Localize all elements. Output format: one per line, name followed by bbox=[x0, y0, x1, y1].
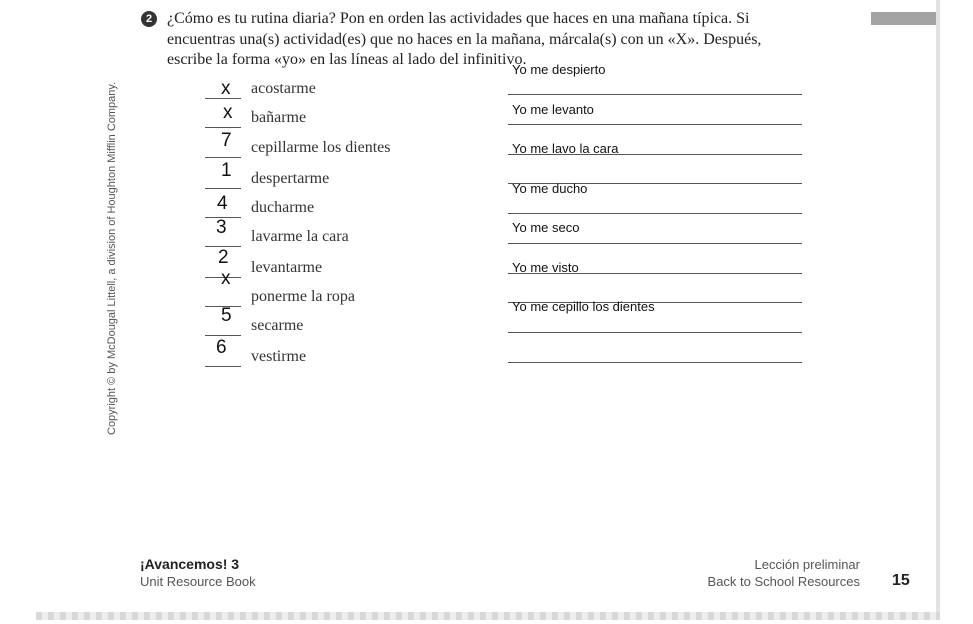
typed-answer: Yo me visto bbox=[512, 260, 579, 275]
typed-answer: Yo me levanto bbox=[512, 102, 594, 117]
answer-blank[interactable] bbox=[205, 98, 241, 99]
writing-line[interactable] bbox=[508, 362, 802, 363]
order-answer[interactable]: 1 bbox=[221, 160, 232, 181]
answer-blank[interactable] bbox=[205, 188, 241, 189]
book-title: ¡Avancemos! 3 bbox=[140, 556, 240, 572]
answer-blank[interactable] bbox=[205, 127, 241, 128]
page-bottom-edge bbox=[36, 612, 940, 620]
writing-line[interactable] bbox=[508, 213, 802, 214]
writing-line[interactable] bbox=[508, 94, 802, 95]
page-tab-marker bbox=[871, 12, 936, 25]
order-answer[interactable]: 5 bbox=[221, 305, 232, 326]
exercise-number-badge: 2 bbox=[141, 11, 157, 27]
order-answer[interactable]: 6 bbox=[216, 337, 227, 358]
order-answer[interactable]: 3 bbox=[216, 217, 227, 238]
activity-label: lavarme la cara bbox=[251, 228, 349, 245]
activity-label: vestirme bbox=[251, 348, 307, 365]
writing-line[interactable] bbox=[508, 243, 802, 244]
book-subtitle: Unit Resource Book bbox=[140, 574, 256, 589]
activity-label: ponerme la ropa bbox=[251, 288, 355, 305]
typed-answer: Yo me cepillo los dientes bbox=[512, 299, 655, 314]
activity-label: acostarme bbox=[251, 80, 316, 97]
writing-line[interactable] bbox=[508, 124, 802, 125]
activity-label: ducharme bbox=[251, 199, 315, 216]
typed-answer: Yo me lavo la cara bbox=[512, 141, 619, 156]
activity-label: cepillarme los dientes bbox=[251, 139, 391, 156]
typed-answer: Yo me ducho bbox=[512, 181, 588, 196]
order-answer[interactable]: 4 bbox=[217, 193, 228, 214]
answer-blank[interactable] bbox=[205, 366, 241, 367]
footer-lesson-info bbox=[700, 556, 860, 590]
activity-label: secarme bbox=[251, 317, 304, 334]
typed-answer: Yo me seco bbox=[512, 220, 580, 235]
writing-line[interactable] bbox=[508, 332, 802, 333]
answer-blank[interactable] bbox=[205, 335, 241, 336]
lesson-name: Lección preliminar bbox=[754, 557, 860, 572]
order-answer[interactable]: 2 bbox=[218, 247, 229, 268]
order-answer[interactable]: x bbox=[223, 102, 233, 123]
typed-answer: Yo me despierto bbox=[512, 62, 606, 77]
activity-label: bañarme bbox=[251, 109, 307, 126]
activity-list bbox=[0, 0, 500, 400]
footer-book-info bbox=[140, 556, 256, 590]
exercise-instructions: ¿Cómo es tu rutina diaria? Pon en orden las actividades que haces en una mañana típica. Si encuentras una(s) actividad(es) que no haces en la mañana, márcala(s) con un «X». Después, escribe la forma «yo» en las líneas al lado del infinitivo. bbox=[167, 10, 762, 68]
activity-label: levantarme bbox=[251, 259, 323, 276]
order-answer[interactable]: x bbox=[221, 78, 231, 99]
order-answer[interactable]: x bbox=[221, 268, 231, 289]
page-number: 15 bbox=[892, 572, 910, 589]
answer-blank[interactable] bbox=[205, 157, 241, 158]
activity-label: despertarme bbox=[251, 170, 330, 187]
copyright-notice: Copyright © by McDougal Littell, a division of Houghton Mifflin Company. bbox=[106, 81, 118, 435]
order-answer[interactable]: 7 bbox=[221, 130, 232, 151]
page-right-edge bbox=[936, 0, 940, 616]
section-name: Back to School Resources bbox=[707, 574, 860, 589]
